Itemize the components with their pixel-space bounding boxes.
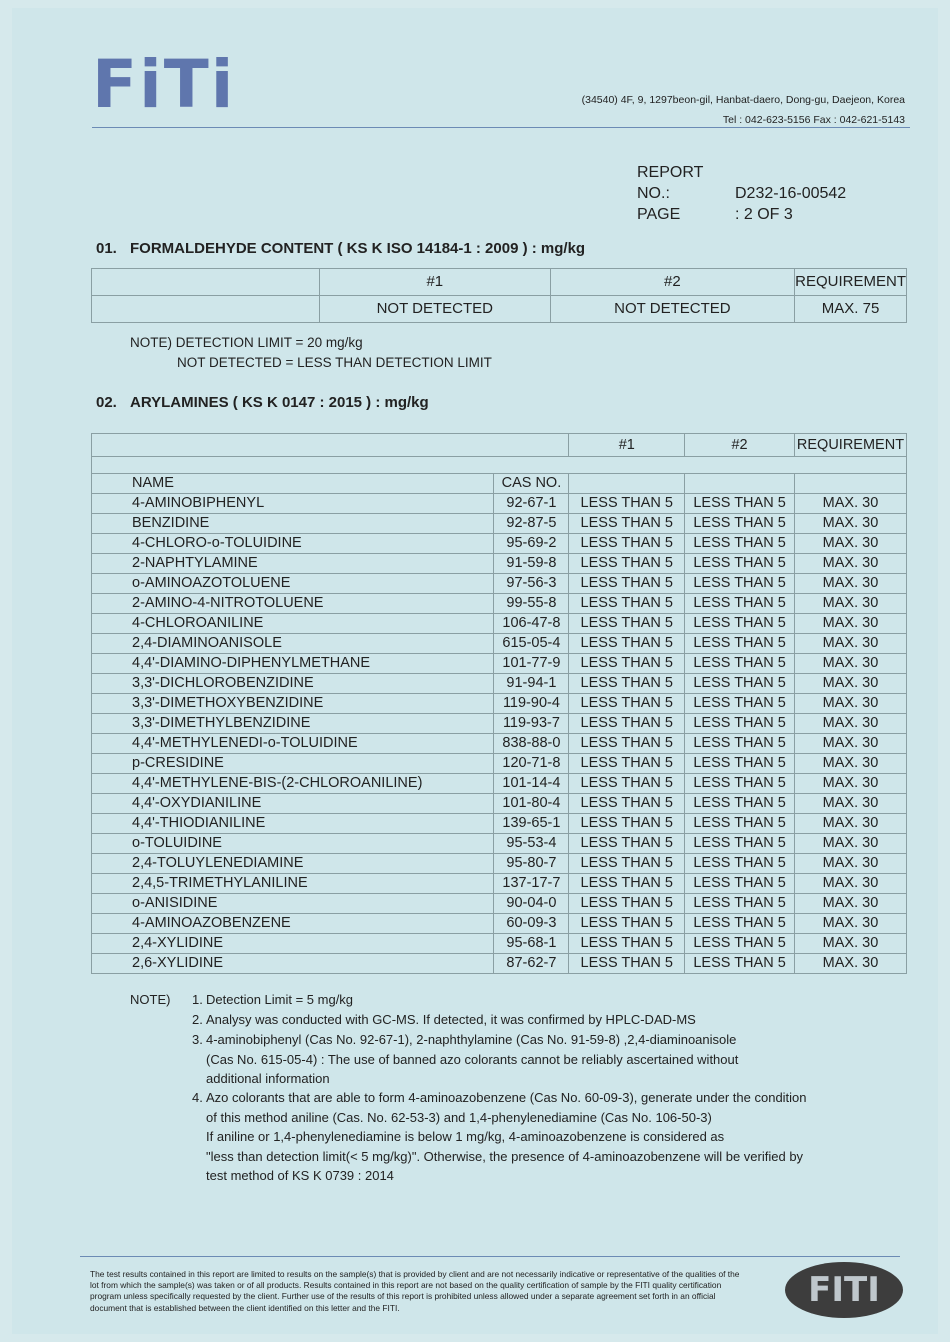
cas-number: 97-56-3 bbox=[494, 574, 569, 594]
report-no-label: REPORT NO.: bbox=[637, 164, 704, 202]
cas-number: 95-69-2 bbox=[494, 534, 569, 554]
table-row bbox=[92, 774, 907, 794]
cas-number: 90-04-0 bbox=[494, 894, 569, 914]
result-2: LESS THAN 5 bbox=[685, 834, 795, 854]
result-2: LESS THAN 5 bbox=[685, 554, 795, 574]
result-1: LESS THAN 5 bbox=[569, 814, 685, 834]
compound-name: o-AMINOAZOTOLUENE bbox=[92, 574, 494, 594]
note-line-2: NOT DETECTED = LESS THAN DETECTION LIMIT bbox=[177, 355, 492, 370]
requirement-value: MAX. 30 bbox=[794, 674, 906, 694]
requirement-value: MAX. 30 bbox=[794, 854, 906, 874]
table-row bbox=[92, 574, 907, 594]
note-item-3 bbox=[192, 1030, 892, 1089]
col-header-1: #1 bbox=[319, 269, 550, 296]
cas-number: 615-05-4 bbox=[494, 634, 569, 654]
footer-rule bbox=[80, 1256, 900, 1257]
result-1: LESS THAN 5 bbox=[569, 794, 685, 814]
cas-number: 139-65-1 bbox=[494, 814, 569, 834]
table-row bbox=[92, 954, 907, 974]
table-row bbox=[92, 514, 907, 534]
compound-name: 2-AMINO-4-NITROTOLUENE bbox=[92, 594, 494, 614]
compound-name: 2,4,5-TRIMETHYLANILINE bbox=[92, 874, 494, 894]
note-text: Detection Limit = 5 mg/kg bbox=[206, 992, 354, 1007]
requirement-value: MAX. 30 bbox=[794, 714, 906, 734]
cas-number: 106-47-8 bbox=[494, 614, 569, 634]
blank-cell bbox=[685, 474, 795, 494]
blank-cell bbox=[794, 474, 906, 494]
result-1: LESS THAN 5 bbox=[569, 754, 685, 774]
compound-name: o-ANISIDINE bbox=[92, 894, 494, 914]
note-number: 2. bbox=[192, 1012, 203, 1027]
disclaimer-text: The test results contained in this report are limited to results on the sample(s) that is provided by client and are not necessarily indicative or representative of the qualities of the lot from which the sample(s) was taken or of all products. Results contained in this report are not based on the quality certification of sample by the FITI quality certification program unless specifically requested by the client. Further use of the results of this report is prohibited unless allowed under a separate agreement set forth in an official document that is established between the client identified on this letter and the FITI. bbox=[90, 1269, 740, 1313]
table-row bbox=[92, 534, 907, 554]
result-1: LESS THAN 5 bbox=[569, 874, 685, 894]
requirement-value: MAX. 30 bbox=[794, 754, 906, 774]
note-number: 4. bbox=[192, 1090, 203, 1105]
result-2: LESS THAN 5 bbox=[685, 954, 795, 974]
table-row bbox=[92, 874, 907, 894]
result-1: LESS THAN 5 bbox=[569, 534, 685, 554]
cas-number: 838-88-0 bbox=[494, 734, 569, 754]
table-row bbox=[92, 694, 907, 714]
result-2: LESS THAN 5 bbox=[685, 874, 795, 894]
col-header-requirement: REQUIREMENT bbox=[795, 269, 907, 296]
note-number: 3. bbox=[192, 1032, 203, 1047]
cas-number: 87-62-7 bbox=[494, 954, 569, 974]
result-1: LESS THAN 5 bbox=[569, 854, 685, 874]
compound-name: BENZIDINE bbox=[92, 514, 494, 534]
cas-number: 99-55-8 bbox=[494, 594, 569, 614]
result-1: LESS THAN 5 bbox=[569, 694, 685, 714]
notes-label: NOTE) bbox=[130, 992, 171, 1007]
requirement-value: MAX. 30 bbox=[794, 934, 906, 954]
company-contact: Tel : 042-623-5156 Fax : 042-621-5143 bbox=[722, 114, 905, 126]
compound-name: 2-NAPHTYLAMINE bbox=[92, 554, 494, 574]
requirement-value: MAX. 30 bbox=[794, 914, 906, 934]
result-2: NOT DETECTED bbox=[550, 296, 795, 323]
compound-name: 4-AMINOAZOBENZENE bbox=[92, 914, 494, 934]
requirement-value: MAX. 30 bbox=[794, 874, 906, 894]
result-1: NOT DETECTED bbox=[319, 296, 550, 323]
cas-number: 119-90-4 bbox=[494, 694, 569, 714]
table-row bbox=[92, 654, 907, 674]
note-item-4 bbox=[192, 1088, 892, 1186]
table-row bbox=[92, 914, 907, 934]
company-address: (34540) 4F, 9, 1297beon-gil, Hanbat-daero, Dong-gu, Daejeon, Korea bbox=[581, 94, 905, 106]
requirement-value: MAX. 30 bbox=[794, 554, 906, 574]
result-2: LESS THAN 5 bbox=[685, 514, 795, 534]
result-2: LESS THAN 5 bbox=[685, 654, 795, 674]
result-1: LESS THAN 5 bbox=[569, 514, 685, 534]
table-row bbox=[92, 594, 907, 614]
table-row bbox=[92, 854, 907, 874]
result-2: LESS THAN 5 bbox=[685, 934, 795, 954]
compound-name: 2,4-XYLIDINE bbox=[92, 934, 494, 954]
result-2: LESS THAN 5 bbox=[685, 574, 795, 594]
requirement-value: MAX. 30 bbox=[794, 894, 906, 914]
result-2: LESS THAN 5 bbox=[685, 634, 795, 654]
cas-number: 95-80-7 bbox=[494, 854, 569, 874]
section-1-heading bbox=[96, 240, 585, 257]
cas-number: 101-80-4 bbox=[494, 794, 569, 814]
section-2-heading bbox=[96, 394, 429, 411]
cas-number: 101-77-9 bbox=[494, 654, 569, 674]
result-2: LESS THAN 5 bbox=[685, 614, 795, 634]
requirement-value: MAX. 75 bbox=[795, 296, 907, 323]
requirement-value: MAX. 30 bbox=[794, 614, 906, 634]
requirement-value: MAX. 30 bbox=[794, 694, 906, 714]
table-row bbox=[92, 674, 907, 694]
requirement-value: MAX. 30 bbox=[794, 834, 906, 854]
result-2: LESS THAN 5 bbox=[685, 714, 795, 734]
result-1: LESS THAN 5 bbox=[569, 714, 685, 734]
note-item-1 bbox=[192, 990, 892, 1010]
result-1: LESS THAN 5 bbox=[569, 674, 685, 694]
note-item-2 bbox=[192, 1010, 892, 1030]
cas-number: 92-67-1 bbox=[494, 494, 569, 514]
note-text: Azo colorants that are able to form 4-aminoazobenzene (Cas No. 60-09-3), generate under the condition of this method aniline (Cas. No. 62-53-3) and 1,4-phenylenediamine (Cas No. 106-50-3) If aniline or 1,4-phenylenediamine is below 1 mg/kg, 4-aminoazobenzene is considered as "less than detection limit(< 5 mg/kg)". Otherwise, the presence of 4-aminoazobenzene will be verified by test method of KS K 0739 : 2014 bbox=[206, 1090, 807, 1184]
compound-name: 2,4-TOLUYLENEDIAMINE bbox=[92, 854, 494, 874]
result-2: LESS THAN 5 bbox=[685, 854, 795, 874]
result-2: LESS THAN 5 bbox=[685, 814, 795, 834]
result-1: LESS THAN 5 bbox=[569, 894, 685, 914]
table-row bbox=[92, 734, 907, 754]
section-1-number: 01. bbox=[96, 240, 117, 257]
requirement-value: MAX. 30 bbox=[794, 514, 906, 534]
col-header-2: #2 bbox=[550, 269, 795, 296]
compound-name: 2,4-DIAMINOANISOLE bbox=[92, 634, 494, 654]
table-row bbox=[92, 754, 907, 774]
blank-cell bbox=[92, 296, 320, 323]
table-row bbox=[92, 714, 907, 734]
cas-number: 92-87-5 bbox=[494, 514, 569, 534]
result-2: LESS THAN 5 bbox=[685, 774, 795, 794]
blank-cell bbox=[92, 269, 320, 296]
result-2: LESS THAN 5 bbox=[685, 694, 795, 714]
compound-name: 4-AMINOBIPHENYL bbox=[92, 494, 494, 514]
cas-number: 95-53-4 bbox=[494, 834, 569, 854]
compound-name: 4,4'-DIAMINO-DIPHENYLMETHANE bbox=[92, 654, 494, 674]
cas-number: 120-71-8 bbox=[494, 754, 569, 774]
result-2: LESS THAN 5 bbox=[685, 754, 795, 774]
compound-name: 3,3'-DICHLOROBENZIDINE bbox=[92, 674, 494, 694]
result-1: LESS THAN 5 bbox=[569, 494, 685, 514]
compound-name: 4,4'-THIODIANILINE bbox=[92, 814, 494, 834]
compound-name: 4,4'-OXYDIANILINE bbox=[92, 794, 494, 814]
result-1: LESS THAN 5 bbox=[569, 954, 685, 974]
table-row bbox=[92, 614, 907, 634]
table-row bbox=[92, 554, 907, 574]
blank-cell bbox=[92, 434, 569, 457]
requirement-value: MAX. 30 bbox=[794, 534, 906, 554]
cas-number: 119-93-7 bbox=[494, 714, 569, 734]
compound-name: 4,4'-METHYLENEDI-o-TOLUIDINE bbox=[92, 734, 494, 754]
cas-number: 137-17-7 bbox=[494, 874, 569, 894]
requirement-value: MAX. 30 bbox=[794, 954, 906, 974]
section-2-title: ARYLAMINES ( KS K 0147 : 2015 ) : mg/kg bbox=[130, 394, 429, 411]
name-header: NAME bbox=[92, 474, 494, 494]
compound-name: 4,4'-METHYLENE-BIS-(2-CHLOROANILINE) bbox=[92, 774, 494, 794]
result-1: LESS THAN 5 bbox=[569, 614, 685, 634]
requirement-value: MAX. 30 bbox=[794, 814, 906, 834]
result-2: LESS THAN 5 bbox=[685, 734, 795, 754]
col-header-requirement: REQUIREMENT bbox=[794, 434, 906, 457]
note-text: 4-aminobiphenyl (Cas No. 92-67-1), 2-naphthylamine (Cas No. 91-59-8) ,2,4-diaminoanisole (Cas No. 615-05-4) : The use of banned azo colorants cannot be reliably ascertained without additional information bbox=[206, 1032, 739, 1087]
compound-name: 2,6-XYLIDINE bbox=[92, 954, 494, 974]
cas-number: 95-68-1 bbox=[494, 934, 569, 954]
formaldehyde-table bbox=[91, 268, 907, 323]
result-1: LESS THAN 5 bbox=[569, 914, 685, 934]
cas-header: CAS NO. bbox=[494, 474, 569, 494]
result-2: LESS THAN 5 bbox=[685, 674, 795, 694]
table-row bbox=[92, 494, 907, 514]
blank-cell bbox=[569, 474, 685, 494]
result-2: LESS THAN 5 bbox=[685, 534, 795, 554]
result-1: LESS THAN 5 bbox=[569, 834, 685, 854]
result-1: LESS THAN 5 bbox=[569, 934, 685, 954]
compound-name: p-CRESIDINE bbox=[92, 754, 494, 774]
table-row bbox=[92, 814, 907, 834]
fiti-seal: FITI bbox=[785, 1262, 903, 1318]
requirement-value: MAX. 30 bbox=[794, 574, 906, 594]
table-row bbox=[92, 634, 907, 654]
requirement-value: MAX. 30 bbox=[794, 594, 906, 614]
col-header-2: #2 bbox=[685, 434, 795, 457]
formaldehyde-note bbox=[130, 333, 492, 373]
section-1-title: FORMALDEHYDE CONTENT ( KS K ISO 14184-1 : 2009 ) : mg/kg bbox=[130, 240, 586, 257]
compound-name: 3,3'-DIMETHOXYBENZIDINE bbox=[92, 694, 494, 714]
report-no-value: D232-16-00542 bbox=[735, 185, 847, 202]
result-1: LESS THAN 5 bbox=[569, 774, 685, 794]
page-label: PAGE bbox=[637, 206, 681, 223]
fiti-logo: FiTi bbox=[92, 46, 236, 123]
result-2: LESS THAN 5 bbox=[685, 494, 795, 514]
note-line-1: NOTE) DETECTION LIMIT = 20 mg/kg bbox=[130, 335, 363, 350]
header-rule bbox=[92, 127, 910, 128]
compound-name: 4-CHLOROANILINE bbox=[92, 614, 494, 634]
requirement-value: MAX. 30 bbox=[794, 654, 906, 674]
table-row bbox=[92, 834, 907, 854]
result-1: LESS THAN 5 bbox=[569, 554, 685, 574]
table-row bbox=[92, 794, 907, 814]
result-1: LESS THAN 5 bbox=[569, 634, 685, 654]
cas-number: 60-09-3 bbox=[494, 914, 569, 934]
requirement-value: MAX. 30 bbox=[794, 794, 906, 814]
report-info bbox=[637, 162, 846, 225]
spacer-row bbox=[92, 457, 907, 474]
result-2: LESS THAN 5 bbox=[685, 794, 795, 814]
section-2-number: 02. bbox=[96, 394, 117, 411]
result-2: LESS THAN 5 bbox=[685, 594, 795, 614]
cas-number: 101-14-4 bbox=[494, 774, 569, 794]
arylamines-table bbox=[91, 433, 907, 974]
result-1: LESS THAN 5 bbox=[569, 734, 685, 754]
result-1: LESS THAN 5 bbox=[569, 594, 685, 614]
page-value: : 2 OF 3 bbox=[735, 206, 793, 223]
compound-name: 3,3'-DIMETHYLBENZIDINE bbox=[92, 714, 494, 734]
table-row bbox=[92, 894, 907, 914]
compound-name: 4-CHLORO-o-TOLUIDINE bbox=[92, 534, 494, 554]
note-number: 1. bbox=[192, 992, 203, 1007]
result-1: LESS THAN 5 bbox=[569, 574, 685, 594]
col-header-1: #1 bbox=[569, 434, 685, 457]
requirement-value: MAX. 30 bbox=[794, 494, 906, 514]
compound-name: o-TOLUIDINE bbox=[92, 834, 494, 854]
cas-number: 91-94-1 bbox=[494, 674, 569, 694]
table-row bbox=[92, 934, 907, 954]
note-text: Analysy was conducted with GC-MS. If detected, it was confirmed by HPLC-DAD-MS bbox=[206, 1012, 696, 1027]
result-2: LESS THAN 5 bbox=[685, 894, 795, 914]
requirement-value: MAX. 30 bbox=[794, 634, 906, 654]
cas-number: 91-59-8 bbox=[494, 554, 569, 574]
requirement-value: MAX. 30 bbox=[794, 774, 906, 794]
requirement-value: MAX. 30 bbox=[794, 734, 906, 754]
result-1: LESS THAN 5 bbox=[569, 654, 685, 674]
result-2: LESS THAN 5 bbox=[685, 914, 795, 934]
